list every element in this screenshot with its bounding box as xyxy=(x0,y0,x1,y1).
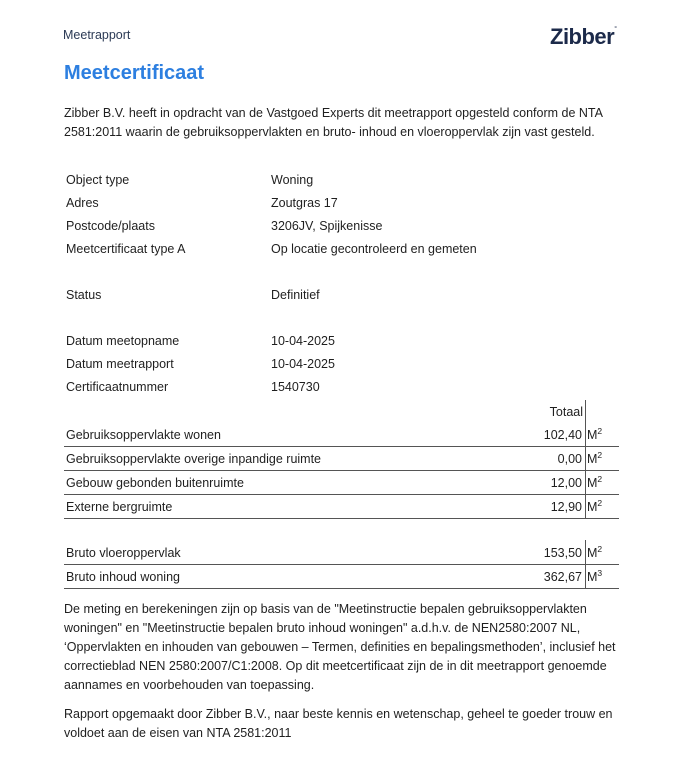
info-value: 10-04-2025 xyxy=(271,357,335,371)
info-value: Woning xyxy=(271,173,314,187)
info-row-measure-date xyxy=(66,334,626,354)
table-row xyxy=(64,422,619,447)
row-value: 362,67 xyxy=(543,570,582,584)
info-value: Op locatie gecontroleerd en gemeten xyxy=(271,242,477,256)
column-divider xyxy=(585,564,586,588)
info-label: Object type xyxy=(66,173,130,187)
info-row-postcode xyxy=(66,219,626,239)
info-row-object-type xyxy=(66,173,626,193)
page-title: Meetcertificaat xyxy=(64,62,205,84)
column-divider xyxy=(585,540,586,564)
row-value: 153,50 xyxy=(543,546,582,560)
signature-paragraph: Rapport opgemaakt door Zibber B.V., naar beste kennis en wetenschap, geheel te goeder trouw en voldoet aan de eisen van NTA 2581:2011 xyxy=(64,707,613,740)
info-row-address xyxy=(66,196,626,216)
info-value: Definitief xyxy=(271,288,320,302)
row-unit: $M^3$ xyxy=(587,567,603,584)
info-label: Adres xyxy=(66,196,99,210)
zibber-logo xyxy=(550,24,617,50)
info-row-certificate-number xyxy=(66,380,626,400)
row-unit: $M^2$ xyxy=(587,449,603,466)
info-label: Meetcertificaat type A xyxy=(66,242,186,256)
info-row-report-date xyxy=(66,357,626,377)
table-row xyxy=(64,540,619,565)
report-header-label: Meetrapport xyxy=(63,28,131,42)
methodology-paragraph: De meting en berekeningen zijn op basis van de "Meetinstructie bepalen gebruiksoppervlakten woningen" en "Meetinstructie bepalen bruto inhoud woningen" a.d.h.v. de NEN2580:2007 NL, ‘Oppervlakten en inhouden van gebouwen – Termen, definities en bepalingsmethoden’, inclusief het correctieblad NEN 2580:2007/C1:2008. Op dit meetcertificaat zijn de in dit meetrapport genoemde aannames en voorbehouden van toepassing. xyxy=(64,602,616,692)
row-label: Bruto inhoud woning xyxy=(66,570,180,584)
intro-paragraph: Zibber B.V. heeft in opdracht van de Vastgoed Experts dit meetrapport opgesteld conform de NTA 2581:2011 waarin de gebruiksoppervlakten en bruto- inhoud en vloeroppervlak zijn vast gesteld. xyxy=(64,106,603,139)
row-unit: $M^2$ xyxy=(587,543,603,560)
row-label: Gebruiksoppervlakte wonen xyxy=(66,428,221,442)
column-divider xyxy=(585,446,586,470)
info-label: Datum meetopname xyxy=(66,334,180,348)
info-value: 3206JV, Spijkenisse xyxy=(271,219,383,233)
row-unit: $M^2$ xyxy=(587,473,603,490)
logo-mark: ° xyxy=(614,26,617,33)
column-divider xyxy=(585,494,586,518)
table-row xyxy=(64,446,619,471)
info-value: 10-04-2025 xyxy=(271,334,335,348)
row-unit: $M^2$ xyxy=(587,425,603,442)
table-row xyxy=(64,494,619,519)
table-row xyxy=(64,470,619,495)
row-value: 0,00 xyxy=(557,452,582,466)
info-label: Datum meetrapport xyxy=(66,357,174,371)
row-label: Bruto vloeroppervlak xyxy=(66,546,181,560)
row-label: Gebruiksoppervlakte overige inpandige ruimte xyxy=(66,452,322,466)
info-row-certificate-type xyxy=(66,242,626,262)
info-label: Certificaatnummer xyxy=(66,380,169,394)
info-row-status xyxy=(66,288,626,308)
row-value: 12,00 xyxy=(550,476,582,490)
info-value: Zoutgras 17 xyxy=(271,196,338,210)
logo-text: Zibber xyxy=(550,24,615,49)
total-column-header: Totaal xyxy=(549,405,583,419)
row-unit: $M^2$ xyxy=(587,497,603,514)
info-label: Postcode/plaats xyxy=(66,219,155,233)
column-divider xyxy=(585,400,586,422)
info-label: Status xyxy=(66,288,102,302)
row-label: Gebouw gebonden buitenruimte xyxy=(66,476,244,490)
info-value: 1540730 xyxy=(271,380,320,394)
table-row xyxy=(64,564,619,589)
row-value: 102,40 xyxy=(543,428,582,442)
column-divider xyxy=(585,422,586,446)
column-divider xyxy=(585,470,586,494)
row-value: 12,90 xyxy=(550,500,582,514)
row-label: Externe bergruimte xyxy=(66,500,173,514)
